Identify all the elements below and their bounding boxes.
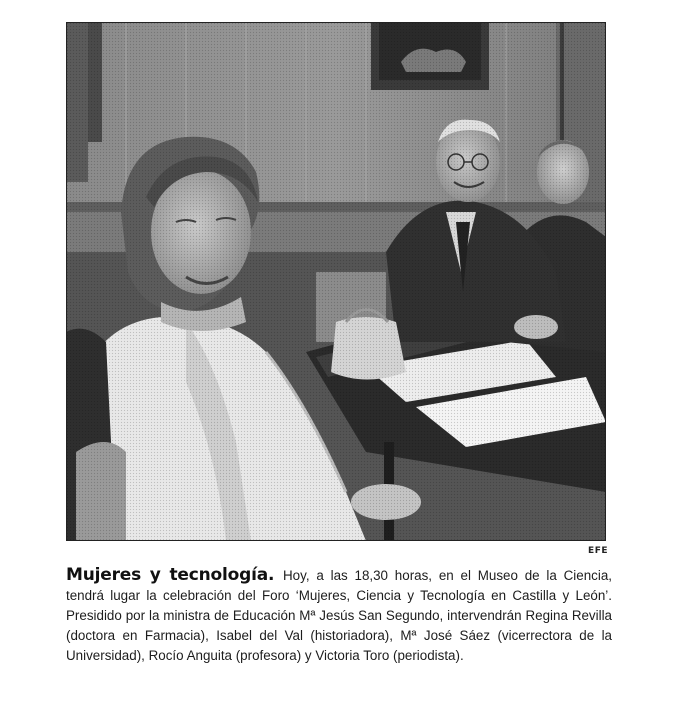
news-photo: [66, 22, 606, 541]
photo-credit: EFE: [588, 546, 608, 556]
caption-body: Hoy, a las 18,30 horas, en el Museo de la Ciencia, tendrá lugar la celebración del Foro ‘Mujeres, Ciencia y Tecnología en Castilla y León’. Presidido por la ministra de Educación Mª Jesús San Segundo, intervendrán Regina Revilla (doctora en Farmacia), Isabel del Val (historiadora), Mª José Sáez (vicerrectora de la Universidad), Rocío Anguita (profesora) y Victoria Toro (periodista).: [66, 568, 612, 663]
caption-headline: Mujeres y tecnología.: [66, 565, 284, 585]
photo-caption: [66, 565, 612, 666]
